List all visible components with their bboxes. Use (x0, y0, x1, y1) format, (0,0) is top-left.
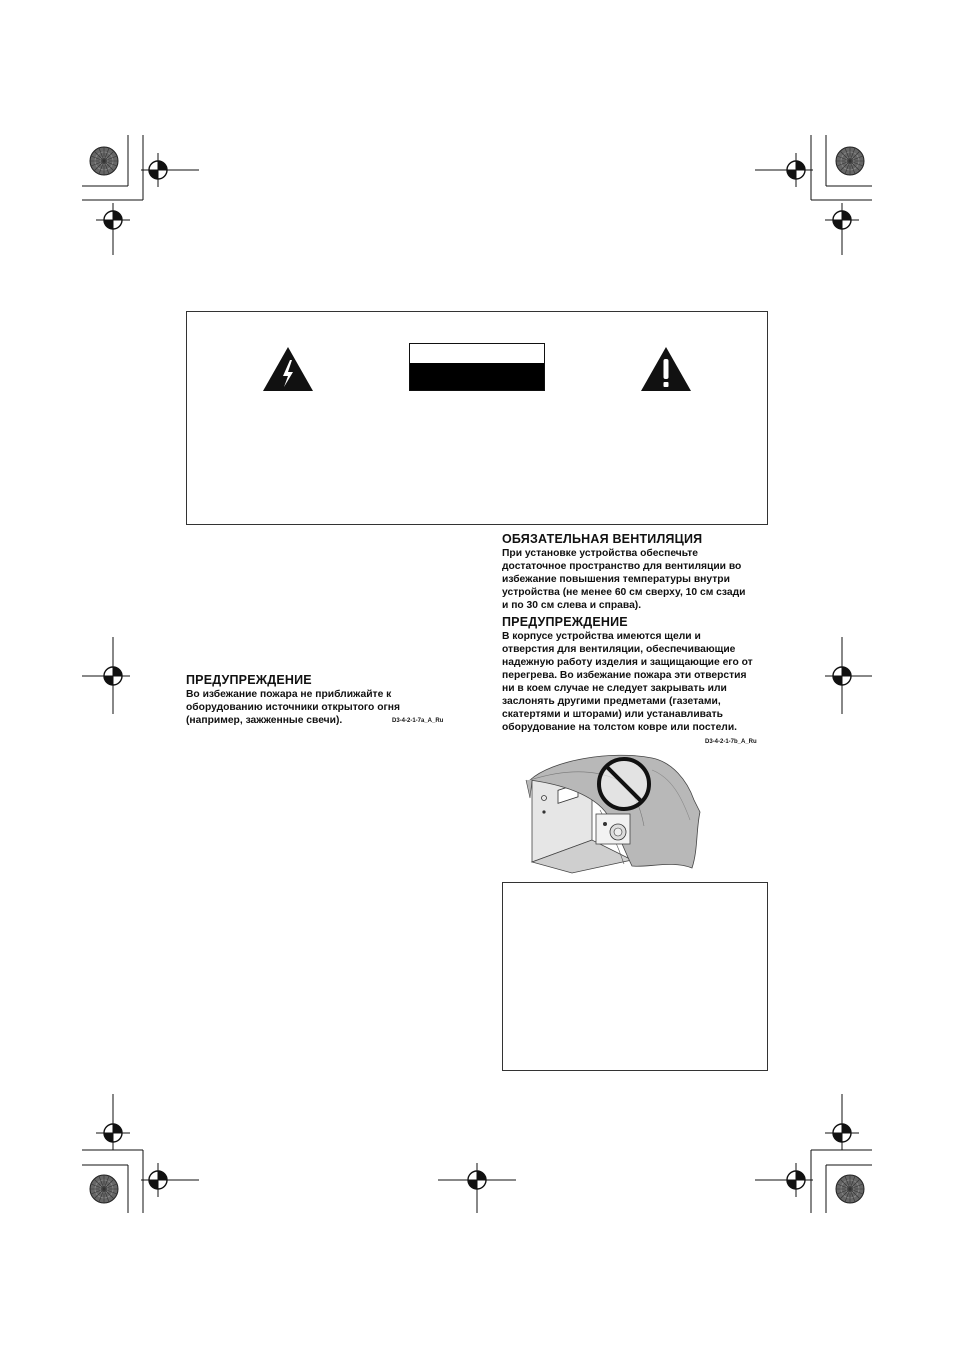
right-warning-text: В корпусе устройства имеются щели и отверстия для вентиляции, обеспечивающие надежную работу изделия и защищающие его от перегрева. Во избежание пожара эти отверстия ни в коем случае не следует закрывать или заслонять другими предметами (газетами, скатертями и шторами) или устанавливать оборудование на толстом ковре или постели. (502, 631, 753, 733)
registration-mark-icon (779, 1163, 813, 1197)
registration-mark-icon (779, 153, 813, 187)
registration-mark-icon (460, 1163, 494, 1197)
right-warning-code: D3-4-2-1-7b_A_Ru (705, 739, 757, 745)
ventilation-text: При установке устройства обеспечьте достаточное пространство для вентиляции во избежание повышения температуры внутри устройства (не менее 60 см сверху, 10 см сзади и по 30 см слева и справа). (502, 548, 746, 611)
registration-starburst (836, 147, 864, 175)
registration-starburst (836, 1175, 864, 1203)
covered-device-illustration (522, 750, 722, 875)
exclamation-warning-icon (640, 346, 692, 392)
right-warning-heading: ПРЕДУПРЕЖДЕНИЕ (502, 615, 628, 629)
ventilation-heading: ОБЯЗАТЕЛЬНАЯ ВЕНТИЛЯЦИЯ (502, 532, 703, 546)
device-front-panel (596, 814, 630, 844)
registration-starburst (90, 147, 118, 175)
lightning-warning-icon (262, 346, 314, 392)
registration-mark-icon (96, 659, 130, 693)
caution-label-black-band (410, 363, 544, 390)
registration-mark-icon (141, 1163, 175, 1197)
registration-mark-icon (825, 1116, 859, 1150)
prohibition-icon (599, 759, 649, 809)
registration-mark-icon (96, 203, 130, 237)
registration-mark-icon (141, 153, 175, 187)
left-warning-text: Во избежание пожара не приближайте к оборудованию источники открытого огня (например, зажженные свечи). (186, 689, 401, 726)
left-warning-code: D3-4-2-1-7a_A_Ru (392, 718, 444, 724)
registration-mark-icon (96, 1116, 130, 1150)
registration-mark-icon (825, 203, 859, 237)
left-warning-heading: ПРЕДУПРЕЖДЕНИЕ (186, 673, 312, 687)
registration-starburst (90, 1175, 118, 1203)
note-box (502, 882, 768, 1071)
registration-mark-icon (825, 659, 859, 693)
caution-label (409, 343, 545, 391)
